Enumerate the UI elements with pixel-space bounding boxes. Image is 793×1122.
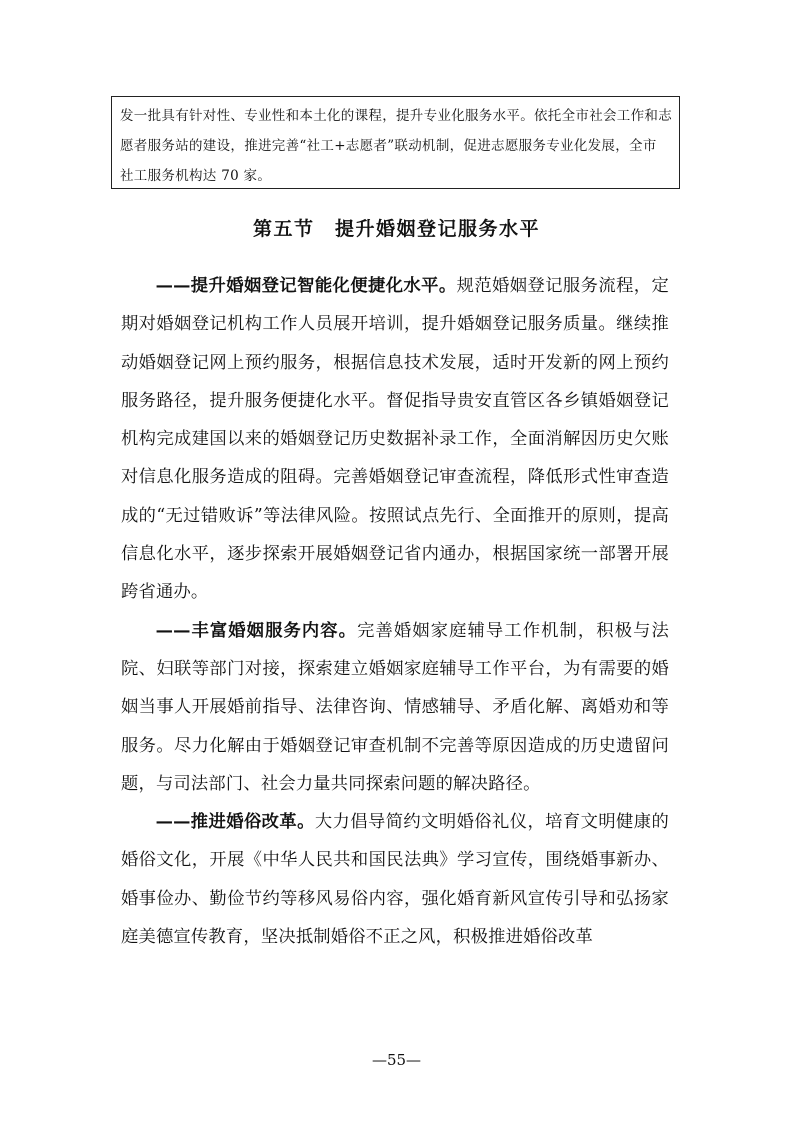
paragraph-text: 完善婚姻家庭辅导工作机制，积极与法院、妇联等部门对接，探索建立婚姻家庭辅导工作平台，为有需要的婚姻当事人开展婚前指导、法律咨询、情感辅导、矛盾化解、离婚劝和等服务。尽力化解由于婚姻登记审查机制不完善等原因造成的历史遗留问题，与司法部门、社会力量共同探索问题的解决路径。 <box>121 620 669 794</box>
box-line: 发一批具有针对性、专业性和本土化的课程，提升专业化服务水平。依托全市社会工作和志 <box>120 108 672 124</box>
section-title: 第五节 提升婚姻登记服务水平 <box>252 218 540 240</box>
box-line: 社工服务机构达 70 家。 <box>120 168 272 184</box>
body-text <box>121 267 669 956</box>
page-number: —55— <box>371 1051 422 1069</box>
paragraph-lead: ——提升婚姻登记智能化便捷化水平。 <box>155 276 457 296</box>
paragraph-text: 规范婚姻登记服务流程，定期对婚姻登记机构工作人员展开培训，提升婚姻登记服务质量。继续推动婚姻登记网上预约服务，根据信息技术发展，适时开发新的网上预约服务路径，提升服务便捷化水平。督促指导贵安直管区各乡镇婚姻登记机构完成建国以来的婚姻登记历史数据补录工作，全面消解因历史欠账对信息化服务造成的阻碍。完善婚姻登记审查流程，降低形式性审查造成的“无过错败诉”等法律风险。按照试点先行、全面推开的原则，提高信息化水平，逐步探索开展婚姻登记省内通办，根据国家统一部署开展跨省通办。 <box>121 276 669 603</box>
paragraph-lead: ——推进婚俗改革。 <box>155 812 315 833</box>
paragraph-text: 大力倡导简约文明婚俗礼仪，培育文明健康的婚俗文化，开展《中华人民共和国民法典》学习宣传，围绕婚事新办、婚事俭办、勤俭节约等移风易俗内容，强化婚育新风宣传引导和弘扬家庭美德宣传教育，坚决抵制婚俗不正之风，积极推进婚俗改革 <box>121 812 669 948</box>
box-line: 愿者服务站的建设，推进完善“社工+志愿者”联动机制，促进志愿服务专业化发展，全市 <box>120 138 657 154</box>
paragraph <box>121 803 669 956</box>
paragraph <box>121 267 669 612</box>
paragraph-lead: ——丰富婚姻服务内容。 <box>155 620 358 641</box>
paragraph <box>121 612 669 803</box>
continued-text-box <box>111 96 680 189</box>
